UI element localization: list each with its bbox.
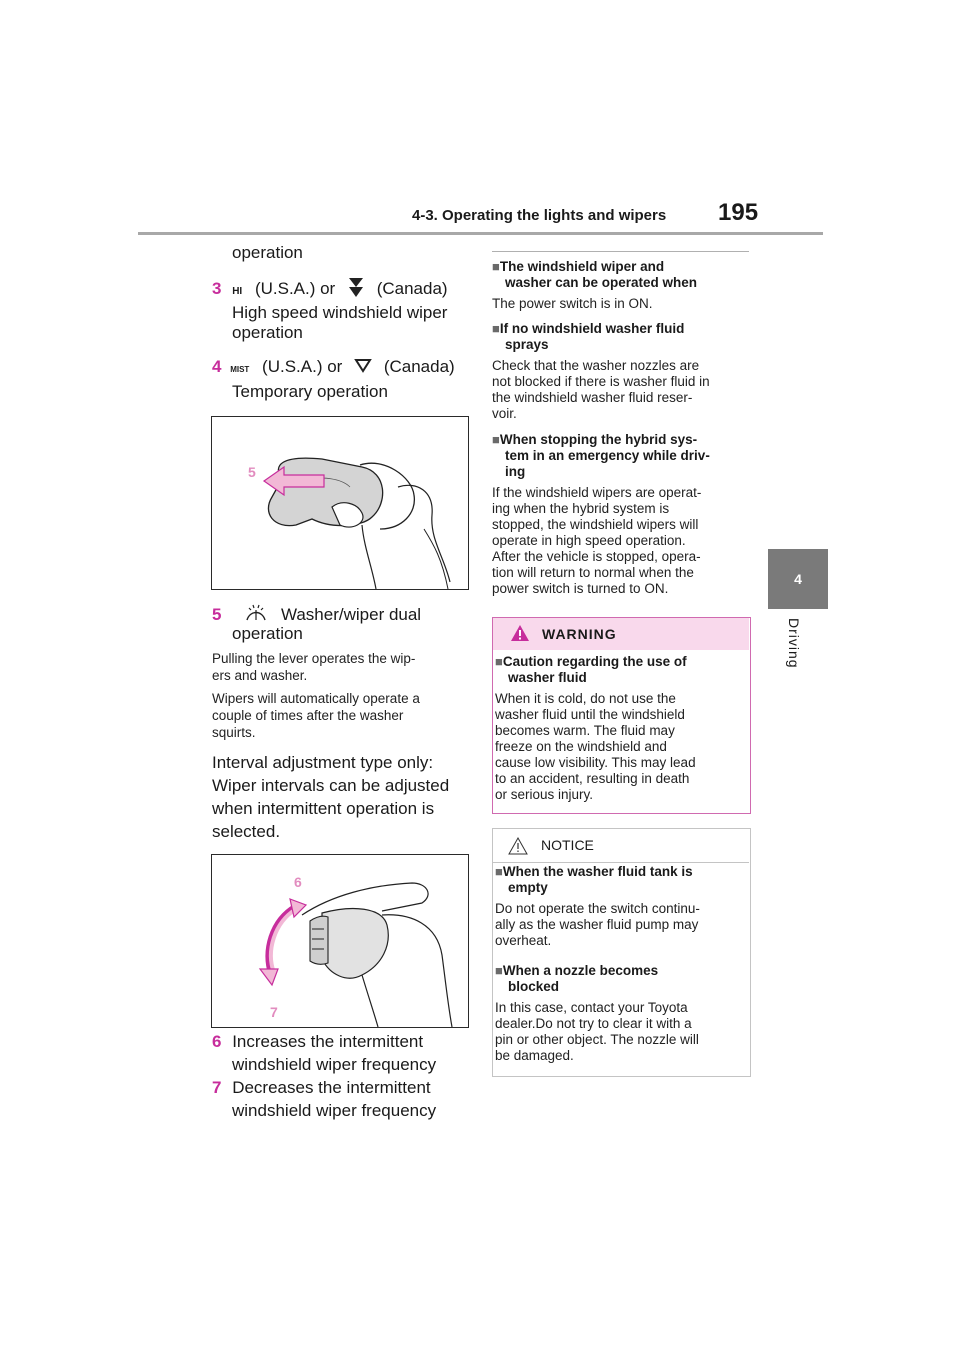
notice-triangle-icon xyxy=(508,837,528,855)
section-text: Check that the washer nozzles are xyxy=(492,358,700,373)
item-3-desc-1: High speed windshield wiper xyxy=(232,303,448,322)
callout-7: 7 xyxy=(270,1004,278,1020)
section-text: ing when the hybrid system is xyxy=(492,501,670,516)
notice-text: ally as the washer fluid pump may xyxy=(495,917,699,932)
notice-heading: empty xyxy=(508,880,548,895)
section-heading: ing xyxy=(505,464,526,479)
item-7-desc: windshield wiper frequency xyxy=(232,1101,437,1120)
note-line: Pulling the lever operates the wip- xyxy=(212,651,416,666)
section-heading: tem in an emergency while driv- xyxy=(505,448,710,463)
item-continued-text: operation xyxy=(232,243,303,262)
section-heading: ■If no windshield washer fluid xyxy=(492,321,685,336)
item-3 xyxy=(212,276,472,303)
notice-title: NOTICE xyxy=(541,837,594,853)
section-text: stopped, the windshield wipers will xyxy=(492,517,699,532)
warning-text: freeze on the windshield and xyxy=(495,739,667,754)
right-column-rule xyxy=(492,251,749,252)
item-3-desc-2: operation xyxy=(232,323,303,342)
interval-line: Interval adjustment type only: xyxy=(212,753,434,772)
item-number: 5 xyxy=(212,605,222,624)
chapter-tab[interactable] xyxy=(768,549,828,609)
notice-text: be damaged. xyxy=(495,1048,574,1063)
note-line: ers and washer. xyxy=(212,668,308,683)
mist-icon-label: MIST xyxy=(230,365,250,374)
item-7-title: Decreases the intermittent xyxy=(232,1078,431,1097)
section-text: tion will return to normal when the xyxy=(492,565,694,580)
warning-text: washer fluid until the windshield xyxy=(495,707,685,722)
canada-high-speed-icon xyxy=(346,276,366,300)
section-text: If the windshield wipers are operat- xyxy=(492,485,702,500)
note-line: couple of times after the washer xyxy=(212,708,404,723)
item-7 xyxy=(212,1077,431,1099)
notice-heading: ■When a nozzle becomes xyxy=(495,963,659,978)
warning-heading: ■Caution regarding the use of xyxy=(495,654,687,669)
section-heading: ■The windshield wiper and xyxy=(492,259,665,274)
section-heading: washer can be operated when xyxy=(505,275,698,290)
warning-heading: washer fluid xyxy=(508,670,587,685)
item-5-title: Washer/wiper dual xyxy=(280,605,422,624)
notice-text: pin or other object. The nozzle will xyxy=(495,1032,699,1047)
hi-icon-label: HI xyxy=(232,286,243,297)
chapter-number: 4 xyxy=(794,571,802,587)
figure-washer-lever xyxy=(211,416,469,590)
notice-text: In this case, contact your Toyota xyxy=(495,1000,688,1015)
note-line: squirts. xyxy=(212,725,256,740)
interval-line: selected. xyxy=(212,822,281,841)
lever-pull-illustration xyxy=(212,417,468,589)
warning-text: or serious injury. xyxy=(495,787,594,802)
section-text: The power switch is in ON. xyxy=(492,296,653,311)
item-number: 3 xyxy=(212,279,222,298)
item-number: 4 xyxy=(212,357,222,376)
item-6 xyxy=(212,1031,423,1053)
warning-text: When it is cold, do not use the xyxy=(495,691,676,706)
section-title: 4-3. Operating the lights and wipers xyxy=(412,207,667,224)
notice-heading: blocked xyxy=(508,979,560,994)
section-heading: ■When stopping the hybrid sys- xyxy=(492,432,698,447)
interval-line: when intermittent operation is xyxy=(212,799,435,818)
warning-title: WARNING xyxy=(542,626,617,642)
notice-text: overheat. xyxy=(495,933,552,948)
item-6-desc: windshield wiper frequency xyxy=(232,1055,437,1074)
notice-divider xyxy=(493,862,749,863)
item-number: 7 xyxy=(212,1078,222,1097)
notice-text: Do not operate the switch continu- xyxy=(495,901,700,916)
interval-line: Wiper intervals can be adjusted xyxy=(212,776,450,795)
washer-wiper-icon xyxy=(244,602,268,624)
item-5-desc: operation xyxy=(232,624,303,643)
callout-6: 6 xyxy=(294,874,302,890)
canada-mist-icon xyxy=(353,357,373,375)
section-text: the windshield washer fluid reser- xyxy=(492,390,693,405)
warning-header xyxy=(493,618,749,650)
warning-text: cause low visibility. This may lead xyxy=(495,755,696,770)
warning-triangle-icon xyxy=(510,624,530,642)
warning-text: to an accident, resulting in death xyxy=(495,771,690,786)
section-text: voir. xyxy=(492,406,517,421)
dial-rotation-illustration xyxy=(212,855,468,1027)
header-rule xyxy=(138,232,823,235)
notice-heading: ■When the washer fluid tank is xyxy=(495,864,693,879)
callout-5: 5 xyxy=(248,464,256,480)
warning-text: becomes warm. The fluid may xyxy=(495,723,675,738)
note-line: Wipers will automatically operate a xyxy=(212,691,420,706)
item-number: 6 xyxy=(212,1032,222,1051)
item-4 xyxy=(212,356,472,381)
notice-text: dealer.Do not try to clear it with a xyxy=(495,1016,692,1031)
region-text: (U.S.A.) or xyxy=(262,357,343,376)
section-text: power switch is turned to ON. xyxy=(492,581,669,596)
page-number: 195 xyxy=(718,199,759,226)
section-text: not blocked if there is washer fluid in xyxy=(492,374,710,389)
item-4-desc: Temporary operation xyxy=(232,382,388,401)
section-text: operate in high speed operation. xyxy=(492,533,686,548)
item-6-title: Increases the intermittent xyxy=(232,1032,424,1051)
chapter-label: Driving xyxy=(786,618,802,669)
region-text: (Canada) xyxy=(383,357,455,376)
section-heading: sprays xyxy=(505,337,549,352)
region-text: (U.S.A.) or xyxy=(254,279,336,298)
region-text: (Canada) xyxy=(376,279,448,298)
section-text: After the vehicle is stopped, opera- xyxy=(492,549,701,564)
figure-interval-dial xyxy=(211,854,469,1028)
